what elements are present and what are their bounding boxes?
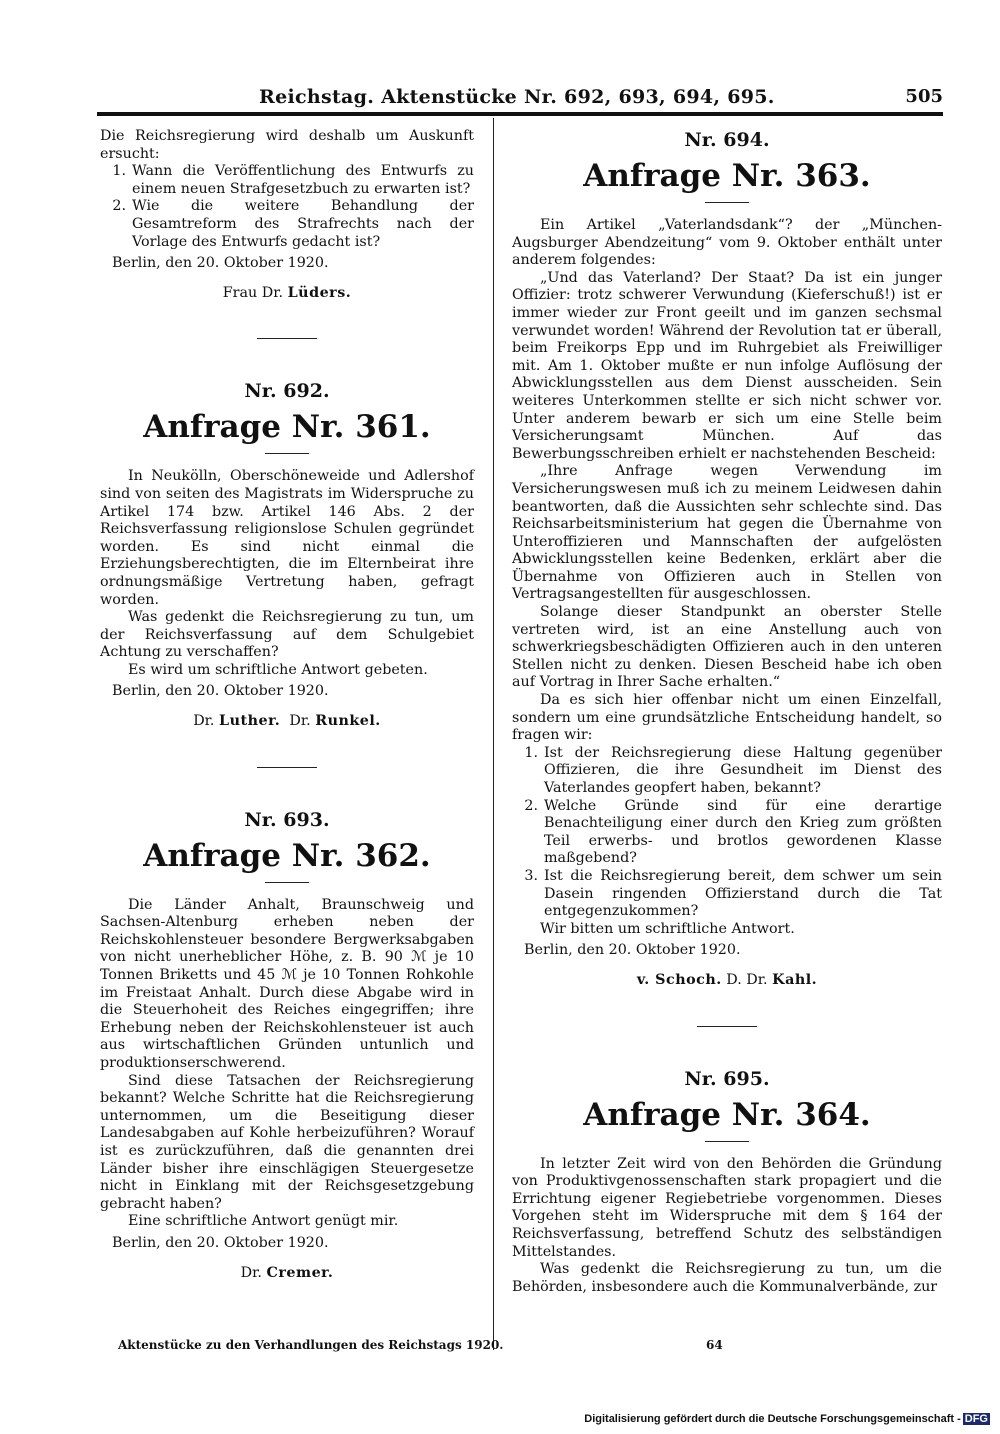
signature-prefix: Frau Dr. [222, 284, 284, 301]
signature-name: Luther. [219, 713, 281, 730]
signature-prefix: D. Dr. [726, 971, 768, 988]
place-date: Berlin, den 20. Oktober 1920. [112, 683, 329, 700]
item-text: Ist die Reichsregierung bereit, dem schwer um sein Dasein ringenden Offizierstand durch die Tat entgegenzukommen? [544, 867, 942, 920]
list-item [512, 868, 942, 921]
inquiry-title: Anfrage Nr. 364. [583, 1096, 871, 1133]
title-rule [705, 202, 749, 203]
signature-name: v. Schoch. [636, 971, 722, 988]
paragraph: In Neukölln, Oberschöneweide und Adlershof sind von seiten des Magistrats im Widerspruche zu Artikel 174 bzw. Artikel 146 Abs. 2 der Reichsverfassung religionslose Schulen gegründet worden. Es sind nicht einmal die Erziehungsberechtigten, die im Elternbeirat ihre ordnungsmäßige Vertretung haben, gefragt worden. [100, 468, 474, 608]
item-text: Wann die Veröffentlichung des Entwurfs zu einem neuen Strafgesetzbuch zu erwarten ist? [132, 163, 474, 197]
signature-name: Lüders. [287, 284, 352, 301]
paragraph: Ein Artikel „Vaterlandsdank“? der „München-Augsburger Abendzeitung“ vom 9. Oktober enthält unter anderem folgendes: [512, 217, 942, 269]
right-column [512, 128, 942, 1296]
signature-name: Cremer. [266, 1264, 334, 1281]
inquiry-title: Anfrage Nr. 362. [143, 837, 431, 874]
item-number: 2. [524, 797, 538, 814]
dfg-logo: DFG [964, 1413, 988, 1425]
inquiry-title: Anfrage Nr. 361. [143, 409, 431, 446]
document-number: Nr. 694. [684, 129, 770, 151]
item-text: Ist der Reichsregierung diese Haltung gegenüber Offizieren, die ihre Gesundheit im Dienst des Vaterlandes geopfert haben, bekannt? [544, 744, 942, 796]
paragraph: Es wird um schriftliche Antwort gebeten. [128, 661, 428, 678]
footer-source: Aktenstücke zu den Verhandlungen des Reichstags 1920. [118, 1338, 504, 1352]
item-text: Wie die weitere Behandlung der Gesamtreform des Strafrechts nach der Vorlage des Entwurfs gedacht ist? [132, 198, 474, 250]
item-number: 3. [524, 867, 538, 884]
paragraph: Was gedenkt die Reichsregierung zu tun, um die Behörden, insbesondere auch die Kommunalverbände, zur [512, 1261, 942, 1295]
paragraph: Sind diese Tatsachen der Reichsregierung bekannt? Welche Schritte hat die Reichsregierung unternommen, um die Beseitigung dieser Landesabgaben auf Kohle herbeizuführen? Worauf ist es zurückzuführen, daß die genannten drei Länder bisher ihre einschlägigen Steuergesetze nicht in Einklang mit der Reichsgesetzgebung gebracht haben? [100, 1072, 474, 1212]
signature-mark: 64 [706, 1338, 723, 1352]
signature-prefix: Dr. [289, 713, 311, 730]
title-rule [265, 882, 309, 883]
paragraph: Da es sich hier offenbar nicht um einen Einzelfall, sondern um eine grundsätzliche Entscheidung handelt, so fragen wir: [512, 692, 942, 744]
item-number: 1. [112, 163, 126, 180]
signature [512, 972, 942, 990]
column-divider [493, 118, 494, 1350]
item-text: Welche Gründe sind für eine derartige Benachteiligung einer durch den Krieg zum größten Teil erwerbs- und brotlos gewordenen Klasse maßgebend? [544, 797, 942, 867]
running-header [97, 86, 943, 116]
page-number: 505 [905, 86, 943, 107]
item-number: 2. [112, 198, 126, 215]
section-rule [257, 767, 317, 768]
list-item [512, 745, 942, 798]
question-list [512, 745, 942, 921]
place-date: Berlin, den 20. Oktober 1920. [112, 1234, 329, 1251]
intro-text: Die Reichsregierung wird deshalb um Auskunft ersucht: [100, 128, 474, 162]
paragraph: „Und das Vaterland? Der Staat? Da ist ein junger Offizier: trotz schwerer Verwundung (Kieferschuß!) ist er immer wieder zur Front geeilt und im ganzen sechsmal verwundet worden! Während der Revolution tat er überall, beim Freikorps Epp und im Ruhrgebiet als Freiwilliger mit. Am 1. Oktober mußte er nun infolge Auflösung der Abwicklungsstellen aus dem Dienst ausscheiden. Sein weiteres Unterkommen stellte er sich nicht schwer vor. Unter anderem bewarb er sich um eine Stelle beim Versicherungsamt München. Auf das Bewerbungsschreiben erhielt er nachstehenden Bescheid: [512, 269, 942, 462]
list-item [512, 798, 942, 868]
document-number: Nr. 695. [684, 1067, 770, 1090]
title-rule [705, 1141, 749, 1142]
digitization-credit [584, 1413, 990, 1425]
place-date: Berlin, den 20. Oktober 1920. [112, 255, 329, 272]
signature [100, 1265, 474, 1283]
credit-text: Digitalisierung gefördert durch die Deutsche Forschungsgemeinschaft - [584, 1413, 961, 1425]
paragraph: In letzter Zeit wird von den Behörden die Gründung von Produktivgenossenschaften stark propagiert und die Errichtung eigener Regiebetriebe vorgenommen. Dieses Vorgehen steht im Widerspruche mit dem § 164 der Reichsverfassung, betreffend Schutz des selbständigen Mittelstandes. [512, 1155, 942, 1260]
item-number: 1. [524, 744, 538, 761]
title-rule [265, 453, 309, 454]
signature-name: Runkel. [315, 713, 381, 730]
place-date: Berlin, den 20. Oktober 1920. [524, 942, 741, 959]
list-item [100, 198, 474, 251]
paragraph: Was gedenkt die Reichsregierung zu tun, um der Reichsverfassung auf dem Schulgebiet Achtung zu verschaffen? [100, 609, 474, 661]
signature-prefix: Dr. [240, 1264, 262, 1281]
paragraph: „Ihre Anfrage wegen Verwendung im Versicherungswesen muß ich zu meinem Leidwesen dahin beantworten, daß die Aussichten sehr schlechte sind. Das Reichsarbeitsministerium hat gegen die Übernahme von Unteroffizieren und Mannschaften der aufgelösten Abwicklungsstellen keine Bedenken, erklärt aber die Übernahme von Offizieren auch in Stellen von Vertragsangestellten für ausgeschlossen. [512, 463, 942, 603]
signature [100, 285, 474, 303]
inquiry-title: Anfrage Nr. 363. [583, 158, 871, 194]
list-item [100, 163, 474, 198]
paragraph: Wir bitten um schriftliche Antwort. [540, 920, 795, 937]
running-title: Reichstag. Aktenstücke Nr. 692, 693, 694, 695. [259, 86, 775, 108]
signature-name: Kahl. [772, 971, 818, 988]
section-rule [257, 338, 317, 339]
paragraph: Die Länder Anhalt, Braunschweig und Sachsen-Altenburg erheben neben der Reichskohlensteuer besondere Bergwerksabgaben von nicht unerheblicher Höhe, z. B. 90 ℳ je 10 Tonnen Briketts und 45 ℳ je 10 Tonnen Rohkohle im Freistaat Anhalt. Durch diese Abgabe wird in die Steuerhoheit des Reiches eingegriffen; ihre Erhebung neben der Reichskohlensteuer ist auch aus wirtschaftlichen Gründen untunlich und produktionserschwerend. [100, 896, 474, 1071]
signature [100, 713, 474, 731]
section-rule [697, 1026, 757, 1027]
left-column [100, 128, 474, 1282]
question-list [100, 163, 474, 251]
signature-prefix: Dr. [193, 713, 215, 730]
paragraph: Solange dieser Standpunkt an oberster Stelle vertreten wird, ist an eine Anstellung auch von schwerkriegsbeschädigten Offizieren auch in den unteren Stellen nicht zu denken. Diesen Bescheid habe ich oben auf Vortrag in Ihrer Sache erhalten.“ [512, 604, 942, 691]
paragraph: Eine schriftliche Antwort genügt mir. [128, 1213, 399, 1230]
document-number: Nr. 693. [244, 808, 330, 831]
document-number: Nr. 692. [244, 380, 330, 403]
